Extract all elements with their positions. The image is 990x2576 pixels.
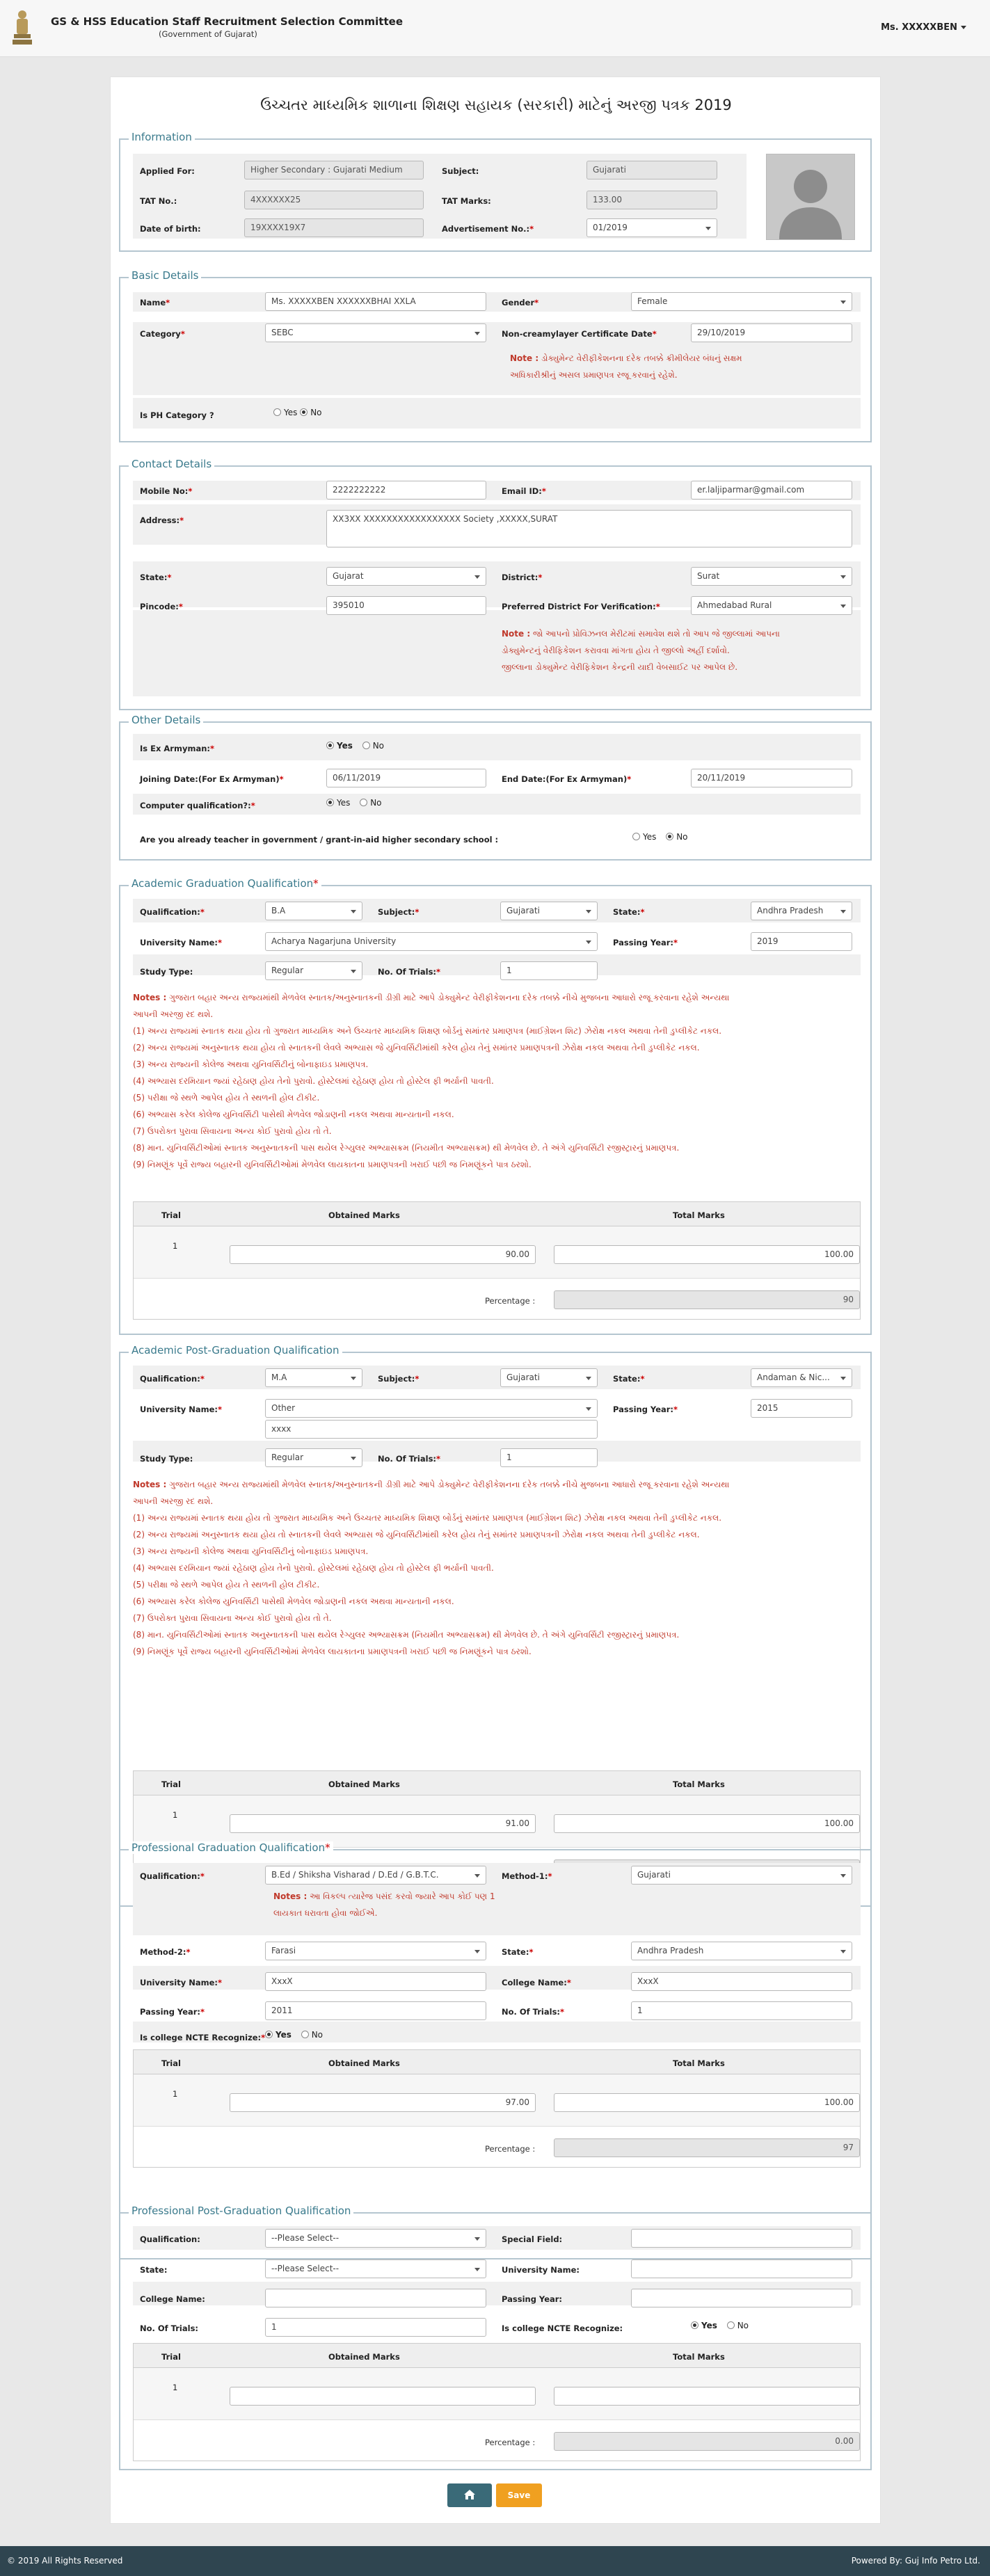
user-photo bbox=[766, 154, 855, 240]
table-header bbox=[134, 1202, 860, 1226]
gender-select[interactable]: Female bbox=[631, 292, 852, 311]
prof-university-field[interactable]: XxxX bbox=[265, 1972, 486, 1991]
prof-state-label: State:* bbox=[502, 1947, 534, 1957]
prof-college-label: College Name:* bbox=[502, 1978, 571, 1987]
ppg-total-field[interactable] bbox=[554, 2387, 860, 2406]
professional-post-graduation-section bbox=[119, 2205, 872, 2470]
pg-total-field[interactable]: 100.00 bbox=[554, 1814, 860, 1833]
pg-trials-label: No. Of Trials:* bbox=[378, 1454, 441, 1464]
top-navbar bbox=[0, 0, 990, 57]
joining-date-field[interactable]: 06/11/2019 bbox=[326, 769, 486, 787]
ug-qualification-select[interactable]: B.A bbox=[265, 902, 362, 920]
pg-state-label: State:* bbox=[613, 1374, 645, 1384]
ncl-label: Non-creamylayer Certificate Date* bbox=[502, 329, 657, 339]
end-date-label: End Date:(For Ex Armyman)* bbox=[502, 774, 632, 784]
ug-total-field[interactable]: 100.00 bbox=[554, 1245, 860, 1264]
ppg-university-label: University Name: bbox=[502, 2265, 580, 2275]
ppg-ncte-no-radio[interactable] bbox=[727, 2321, 735, 2329]
ppg-obtained-field[interactable] bbox=[230, 2387, 536, 2406]
prof-trials-label: No. Of Trials:* bbox=[502, 2007, 565, 2017]
advertisement-label: Advertisement No.:* bbox=[442, 224, 534, 234]
section-legend: Professional Graduation Qualification* bbox=[129, 1841, 333, 1854]
applied-for-label: Applied For: bbox=[140, 166, 195, 176]
total-header: Total Marks bbox=[673, 1779, 725, 1789]
pg-study-type-label: Study Type: bbox=[140, 1454, 193, 1464]
ex-armyman-radio-group: Yes No bbox=[326, 741, 384, 751]
contact-details-section bbox=[119, 458, 872, 710]
district-note: Note : જો આપનો પ્રોવિઝનલ મેરીટમાં સમાવેશ થશે તો આપ જે જીલ્લામાં આપના ડોક્યુમેન્ટનું વેરીફિકેશન કરાવવા માંગતા હોય તે જીલ્લો અહીં દર્શાવો. જીલ્લાના ડોક્યુમેન્ટ વેરીફિકેશન કેન્દ્રની યાદી વેબસાઈટ પર આપેલ છે. bbox=[502, 629, 780, 672]
dob-field: 19XXXX19X7 bbox=[244, 218, 424, 237]
pg-subject-select[interactable]: Gujarati bbox=[500, 1368, 598, 1387]
teacher-no-radio[interactable] bbox=[666, 833, 673, 840]
method1-select[interactable]: Gujarati bbox=[631, 1866, 852, 1885]
state-emblem-icon bbox=[10, 8, 34, 47]
subject-label: Subject: bbox=[442, 166, 479, 176]
obtained-header: Obtained Marks bbox=[328, 2058, 400, 2068]
ph-label: Is PH Category ? bbox=[140, 410, 214, 420]
ppg-state-label: State: bbox=[140, 2265, 168, 2275]
ncl-date-field[interactable]: 29/10/2019 bbox=[691, 323, 852, 342]
ug-marks-table bbox=[133, 1201, 861, 1320]
address-textarea[interactable]: XX3XX XXXXXXXXXXXXXXXXX Society ,XXXXX,SURAT bbox=[326, 510, 852, 547]
ppg-special-field[interactable] bbox=[631, 2229, 852, 2248]
ug-trials-label: No. Of Trials:* bbox=[378, 967, 441, 977]
trial-header: Trial bbox=[161, 2058, 181, 2068]
method1-label: Method-1:* bbox=[502, 1871, 552, 1881]
row-bg bbox=[133, 734, 861, 760]
ppg-qualification-label: Qualification: bbox=[140, 2234, 200, 2244]
section-legend: Professional Post-Graduation Qualification bbox=[129, 2205, 353, 2217]
pg-qualification-label: Qualification:* bbox=[140, 1374, 205, 1384]
ug-state-label: State:* bbox=[613, 907, 645, 917]
name-field[interactable]: Ms. XXXXXBEN XXXXXXBHAI XXLA bbox=[265, 292, 486, 311]
pg-subject-label: Subject:* bbox=[378, 1374, 420, 1384]
ug-notes: Notes : ગુજરાત બહાર અન્ય રાજ્યમાંથી મેળવેલ સ્નાતક/અનુસ્નાતકની ડીગ્રી માટે આપે ડોક્યુમેન્ટ વેરીફીકેશનના દરેક તબક્કે નીચે મુજબના આધારો રજૂ કરવાના રહેશે અન્યથા આપની અરજી રદ થશે. (1) અન્ય રાજ્યમાં સ્નાતક થયા હોય તો ગુજરાત માધ્યમિક અને ઉચ્ચતર માધ્યમિક શિક્ષણ બોર્ડનું સમાંતર પ્રમાણપત્ર (માઈગ્રેશન શિટ) ઝેરોક્ષ નકલ અથવા તેની ડુપ્લીકેટ નકલ. (2) અન્ય રાજ્યમાં અનુસ્નાતક થયા હોય તો સ્નાતકની લેવલે અભ્યાસ જે યુનિવર્સિટીમાંથી કરેલ હોય તેનું સમાંતર પ્રમાણપત્રની ઝેરોક્ષ નકલ અથવા તેની ડુપ્લીકેટ નકલ. (3) અન્ય રાજ્યની કોલેજ અથવા યુનિવર્સિટીનું બોનાફાઇડ પ્રમાણપત્ર. (4) અભ્યાસ દરમિયાન જ્યાં રહેઠાણ હોય તેનો પુરાવો. હોસ્ટેલમાં રહેઠાણ હોય તો હોસ્ટેલ ફી ભર્યાની પાવતી. (5) પરીક્ષા જે સ્થળે આપેલ હોય તે સ્થળની હોલ ટીકીટ. (6) અભ્યાસ કરેલ કોલેજ યુનિવર્સિટી પાસેથી મેળવેલ જોડાણની નકલ અથવા માન્યતાની નકલ. (7) ઉપરોક્ત પુરાવા સિવાયના અન્ય કોઈ પુરાવો હોય તો તે. (8) માન. યુનિવર્સિટીઓમાં સ્નાતક અનુસ્નાતકની પાસ થયેલ રેગ્યુલર અભ્યાસક્રમ (નિયમીત અભ્યાસક્રમ) થી મેળવેલ છે. તે અંગે યુનિવર્સિટી રજીસ્ટ્રારનું પ્રમાણપત્ર. (9) નિમણૂંક પૂર્વે રાજ્ય બહારની યુનિવર્સિટીઓમાં મેળવેલ લાયકાતના પ્રમાણપત્રની ખરાઈ પછી જ નિમણૂંકને પાત્ર ઠરશો. bbox=[133, 993, 730, 1169]
prof-obtained-field[interactable]: 97.00 bbox=[230, 2093, 536, 2112]
ug-university-label: University Name:* bbox=[140, 938, 223, 947]
obtained-header: Obtained Marks bbox=[328, 1779, 400, 1789]
section-legend: Academic Post-Graduation Qualification bbox=[129, 1344, 342, 1357]
home-icon bbox=[464, 2490, 475, 2499]
row-bg bbox=[133, 1441, 861, 1462]
ug-state-select[interactable]: Andhra Pradesh bbox=[751, 902, 852, 920]
category-select[interactable]: SEBC bbox=[265, 323, 486, 342]
ug-study-type-select[interactable]: Regular bbox=[265, 961, 362, 980]
footer bbox=[0, 2546, 990, 2576]
professional-graduation-section bbox=[119, 1841, 872, 2259]
form-card bbox=[110, 77, 881, 2524]
pg-university-label: University Name:* bbox=[140, 1405, 223, 1414]
ncte-yes-radio[interactable] bbox=[265, 2031, 273, 2038]
pg-study-type-select[interactable]: Regular bbox=[265, 1448, 362, 1467]
percentage-label: Percentage : bbox=[485, 2438, 536, 2447]
trial-number: 1 bbox=[173, 2089, 178, 2099]
section-legend: Information bbox=[129, 131, 195, 143]
academic-post-graduation-section bbox=[119, 1344, 872, 1907]
powered-by-text: Powered By: Guj Info Petro Ltd. bbox=[851, 2556, 980, 2566]
total-header: Total Marks bbox=[673, 1210, 725, 1220]
dob-label: Date of birth: bbox=[140, 224, 201, 234]
pg-notes: Notes : ગુજરાત બહાર અન્ય રાજ્યમાંથી મેળવેલ સ્નાતક/અનુસ્નાતકની ડીગ્રી માટે આપે ડોક્યુમેન્ટ વેરીફીકેશનના દરેક તબક્કે નીચે મુજબના આધારો રજૂ કરવાના રહેશે અન્યથા આપની અરજી રદ થશે. (1) અન્ય રાજ્યમાં સ્નાતક થયા હોય તો ગુજરાત માધ્યમિક અને ઉચ્ચતર માધ્યમિક શિક્ષણ બોર્ડનું સમાંતર પ્રમાણપત્ર (માઈગ્રેશન શિટ) ઝેરોક્ષ નકલ અથવા તેની ડુપ્લીકેટ નકલ. (2) અન્ય રાજ્યમાં અનુસ્નાતક થયા હોય તો સ્નાતકની લેવલે અભ્યાસ જે યુનિવર્સિટીમાંથી કરેલ હોય તેનું સમાંતર પ્રમાણપત્રની ઝેરોક્ષ નકલ અથવા તેની ડુપ્લીકેટ નકલ. (3) અન્ય રાજ્યની કોલેજ અથવા યુનિવર્સિટીનું બોનાફાઇડ પ્રમાણપત્ર. (4) અભ્યાસ દરમિયાન જ્યાં રહેઠાણ હોય તેનો પુરાવો. હોસ્ટેલમાં રહેઠાણ હોય તો હોસ્ટેલ ફી ભર્યાની પાવતી. (5) પરીક્ષા જે સ્થળે આપેલ હોય તે સ્થળની હોલ ટીકીટ. (6) અભ્યાસ કરેલ કોલેજ યુનિવર્સિટી પાસેથી મેળવેલ જોડાણની નકલ અથવા માન્યતાની નકલ. (7) ઉપરોક્ત પુરાવા સિવાયના અન્ય કોઈ પુરાવો હોય તો તે. (8) માન. યુનિવર્સિટીઓમાં સ્નાતક અનુસ્નાતકની પાસ થયેલ રેગ્યુલર અભ્યાસક્રમ (નિયમીત અભ્યાસક્રમ) થી મેળવેલ છે. તે અંગે યુનિવર્સિટી રજીસ્ટ્રારનું પ્રમાણપત્ર. (9) નિમણૂંક પૂર્વે રાજ્ય બહારની યુનિવર્સિટીઓમાં મેળવેલ લાયકાતના પ્રમાણપત્રની ખરાઈ પછી જ નિમણૂંકને પાત્ર ઠરશો. bbox=[133, 1480, 730, 1656]
other-details-section bbox=[119, 714, 872, 861]
table-header bbox=[134, 1771, 860, 1795]
obtained-header: Obtained Marks bbox=[328, 1210, 400, 1220]
avatar-icon bbox=[767, 154, 854, 239]
section-legend: Basic Details bbox=[129, 269, 201, 282]
pincode-label: Pincode:* bbox=[140, 602, 183, 611]
prof-trials-field[interactable]: 1 bbox=[631, 2001, 852, 2020]
ppg-special-label: Special Field: bbox=[502, 2234, 563, 2244]
user-menu[interactable] bbox=[881, 22, 966, 33]
table-header bbox=[134, 2344, 860, 2368]
ph-no-radio[interactable] bbox=[300, 408, 308, 416]
pincode-field[interactable]: 395010 bbox=[326, 596, 486, 615]
pg-trials-field[interactable]: 1 bbox=[500, 1448, 598, 1467]
gender-label: Gender* bbox=[502, 298, 539, 307]
ppg-ncte-yes-radio[interactable] bbox=[691, 2321, 698, 2329]
ppg-percentage-field: 0.00 bbox=[554, 2432, 860, 2451]
prof-qualification-label: Qualification:* bbox=[140, 1871, 205, 1881]
tat-no-field: 4XXXXXX25 bbox=[244, 191, 424, 209]
trial-header: Trial bbox=[161, 1779, 181, 1789]
prof-note: Notes : આ વિકલ્પ ત્યારેજ પસંદ કરવો જ્યારે આપ કોઈ પણ 1 લાયકાત ધરાવતા હોવા જોઈએ. bbox=[273, 1891, 495, 1918]
comp-yes-radio[interactable] bbox=[326, 799, 334, 806]
ppg-marks-table bbox=[133, 2343, 861, 2461]
percentage-label: Percentage : bbox=[485, 1296, 536, 1306]
save-button[interactable]: Save bbox=[496, 2483, 542, 2507]
district-select[interactable]: Surat bbox=[691, 567, 852, 586]
ppg-university-field[interactable] bbox=[631, 2259, 852, 2278]
ug-obtained-field[interactable]: 90.00 bbox=[230, 1245, 536, 1264]
teacher-label: Are you already teacher in government / grant-in-aid higher secondary school : bbox=[140, 835, 499, 845]
ug-trials-field[interactable]: 1 bbox=[500, 961, 598, 980]
ph-radio-group: Yes No bbox=[273, 408, 322, 417]
home-button[interactable] bbox=[447, 2483, 492, 2507]
prof-year-field[interactable]: 2011 bbox=[265, 2001, 486, 2020]
advertisement-select[interactable]: 01/2019 bbox=[586, 218, 717, 237]
tat-no-label: TAT No.: bbox=[140, 196, 177, 206]
subject-field: Gujarati bbox=[586, 161, 717, 179]
trial-number: 1 bbox=[173, 1241, 178, 1251]
trial-header: Trial bbox=[161, 1210, 181, 1220]
prof-qualification-select[interactable]: B.Ed / Shiksha Visharad / D.Ed / G.B.T.C. bbox=[265, 1866, 486, 1885]
teacher-radio-group: Yes No bbox=[632, 832, 688, 842]
ppg-college-field[interactable] bbox=[265, 2289, 486, 2307]
computer-qual-label: Computer qualification?:* bbox=[140, 801, 255, 810]
prof-percentage-field: 97 bbox=[554, 2138, 860, 2157]
ncte-no-radio[interactable] bbox=[301, 2031, 309, 2038]
ug-university-select[interactable]: Acharya Nagarjuna University bbox=[265, 932, 598, 951]
ug-percentage-field: 90 bbox=[554, 1290, 860, 1309]
pg-obtained-field[interactable]: 91.00 bbox=[230, 1814, 536, 1833]
row-bg bbox=[133, 954, 861, 975]
section-legend: Contact Details bbox=[129, 458, 214, 470]
comp-no-radio[interactable] bbox=[360, 799, 367, 806]
ppg-year-label: Passing Year: bbox=[502, 2294, 563, 2304]
ppg-trials-label: No. Of Trials: bbox=[140, 2323, 199, 2333]
section-legend: Other Details bbox=[129, 714, 203, 726]
site-subtitle: (Government of Gujarat) bbox=[159, 29, 257, 39]
pg-university-select[interactable]: Other bbox=[265, 1399, 598, 1418]
obtained-header: Obtained Marks bbox=[328, 2352, 400, 2362]
table-header bbox=[134, 2050, 860, 2074]
district-label: District:* bbox=[502, 573, 543, 582]
information-section bbox=[119, 131, 872, 252]
preferred-district-label: Preferred District For Verification:* bbox=[502, 602, 660, 611]
trial-header: Trial bbox=[161, 2352, 181, 2362]
percentage-label: Percentage : bbox=[485, 2144, 536, 2154]
ppg-ncte-label: Is college NCTE Recognize: bbox=[502, 2323, 623, 2333]
prof-state-select[interactable]: Andhra Pradesh bbox=[631, 1942, 852, 1960]
pg-year-label: Passing Year:* bbox=[613, 1405, 678, 1414]
name-label: Name* bbox=[140, 298, 170, 307]
preferred-district-select[interactable]: Ahmedabad Rural bbox=[691, 596, 852, 615]
prof-year-label: Passing Year:* bbox=[140, 2007, 205, 2017]
ug-qualification-label: Qualification:* bbox=[140, 907, 205, 917]
ug-year-label: Passing Year:* bbox=[613, 938, 678, 947]
user-name: Ms. XXXXXBEN bbox=[881, 22, 957, 33]
mobile-field[interactable]: 2222222222 bbox=[326, 481, 486, 499]
ppg-college-label: College Name: bbox=[140, 2294, 205, 2304]
end-date-field[interactable]: 20/11/2019 bbox=[691, 769, 852, 787]
state-select[interactable]: Gujarat bbox=[326, 567, 486, 586]
ph-yes-radio[interactable] bbox=[273, 408, 281, 416]
applied-for-field: Higher Secondary : Gujarati Medium bbox=[244, 161, 424, 179]
section-legend: Academic Graduation Qualification* bbox=[129, 877, 321, 890]
caret-down-icon bbox=[961, 26, 966, 29]
page-title: ઉચ્ચતર માધ્યમિક શાળાના શિક્ષણ સહાયક (સરકારી) માટેનું અરજી પત્રક 2019 bbox=[260, 97, 732, 113]
ppg-ncte-radio-group: Yes No bbox=[691, 2321, 749, 2330]
tat-marks-label: TAT Marks: bbox=[442, 196, 491, 206]
address-label: Address:* bbox=[140, 515, 184, 525]
prof-ncte-label: Is college NCTE Recognize:* bbox=[140, 2033, 266, 2042]
tat-marks-field: 133.00 bbox=[586, 191, 717, 209]
email-label: Email ID:* bbox=[502, 486, 546, 496]
copyright-text: © 2019 All Rights Reserved bbox=[7, 2556, 123, 2566]
ncl-note: Note : ડોક્યુમેન્ટ વેરીફીકેશનના દરેક તબક્કે ક્રીમીલેયર બંધનું સક્ષમ અધિકારીશ્રીનું અસલ પ્રમાણપત્ર રજૂ કરવાનું રહેશે. bbox=[510, 353, 742, 380]
ppg-qualification-select[interactable]: --Please Select-- bbox=[265, 2229, 486, 2248]
prof-college-field[interactable]: XxxX bbox=[631, 1972, 852, 1991]
ug-subject-label: Subject:* bbox=[378, 907, 420, 917]
ug-study-type-label: Study Type: bbox=[140, 967, 193, 977]
ppg-trials-field[interactable]: 1 bbox=[265, 2318, 486, 2337]
site-title: GS & HSS Education Staff Recruitment Selection Committee bbox=[51, 15, 403, 28]
ppg-state-select[interactable]: --Please Select-- bbox=[265, 2259, 486, 2278]
prof-total-field[interactable]: 100.00 bbox=[554, 2093, 860, 2112]
ex-yes-radio[interactable] bbox=[326, 742, 334, 749]
method2-label: Method-2:* bbox=[140, 1947, 191, 1957]
mobile-label: Mobile No:* bbox=[140, 486, 193, 496]
ug-year-field[interactable]: 2019 bbox=[751, 932, 852, 951]
category-label: Category* bbox=[140, 329, 185, 339]
basic-details-section bbox=[119, 269, 872, 442]
prof-ncte-radio-group: Yes No bbox=[265, 2030, 323, 2040]
prof-university-label: University Name:* bbox=[140, 1978, 223, 1987]
trial-number: 1 bbox=[173, 2383, 178, 2392]
pg-state-select[interactable]: Andaman & Nic... bbox=[751, 1368, 852, 1387]
trial-number: 1 bbox=[173, 1810, 178, 1820]
state-label: State:* bbox=[140, 573, 172, 582]
pg-university-other-field[interactable]: xxxx bbox=[265, 1420, 598, 1439]
method2-select[interactable]: Farasi bbox=[265, 1942, 486, 1960]
total-header: Total Marks bbox=[673, 2058, 725, 2068]
ex-armyman-label: Is Ex Armyman:* bbox=[140, 744, 214, 753]
academic-graduation-section bbox=[119, 877, 872, 1335]
ex-no-radio[interactable] bbox=[362, 742, 370, 749]
computer-radio-group: Yes No bbox=[326, 798, 382, 808]
prof-marks-table bbox=[133, 2049, 861, 2168]
joining-date-label: Joining Date:(For Ex Armyman)* bbox=[140, 774, 284, 784]
ppg-year-field[interactable] bbox=[631, 2289, 852, 2307]
row-bg bbox=[133, 398, 861, 429]
total-header: Total Marks bbox=[673, 2352, 725, 2362]
pg-qualification-select[interactable]: M.A bbox=[265, 1368, 362, 1387]
pg-year-field[interactable]: 2015 bbox=[751, 1399, 852, 1418]
email-field[interactable]: er.laljiparmar@gmail.com bbox=[691, 481, 852, 499]
teacher-yes-radio[interactable] bbox=[632, 833, 640, 840]
ug-subject-select[interactable]: Gujarati bbox=[500, 902, 598, 920]
